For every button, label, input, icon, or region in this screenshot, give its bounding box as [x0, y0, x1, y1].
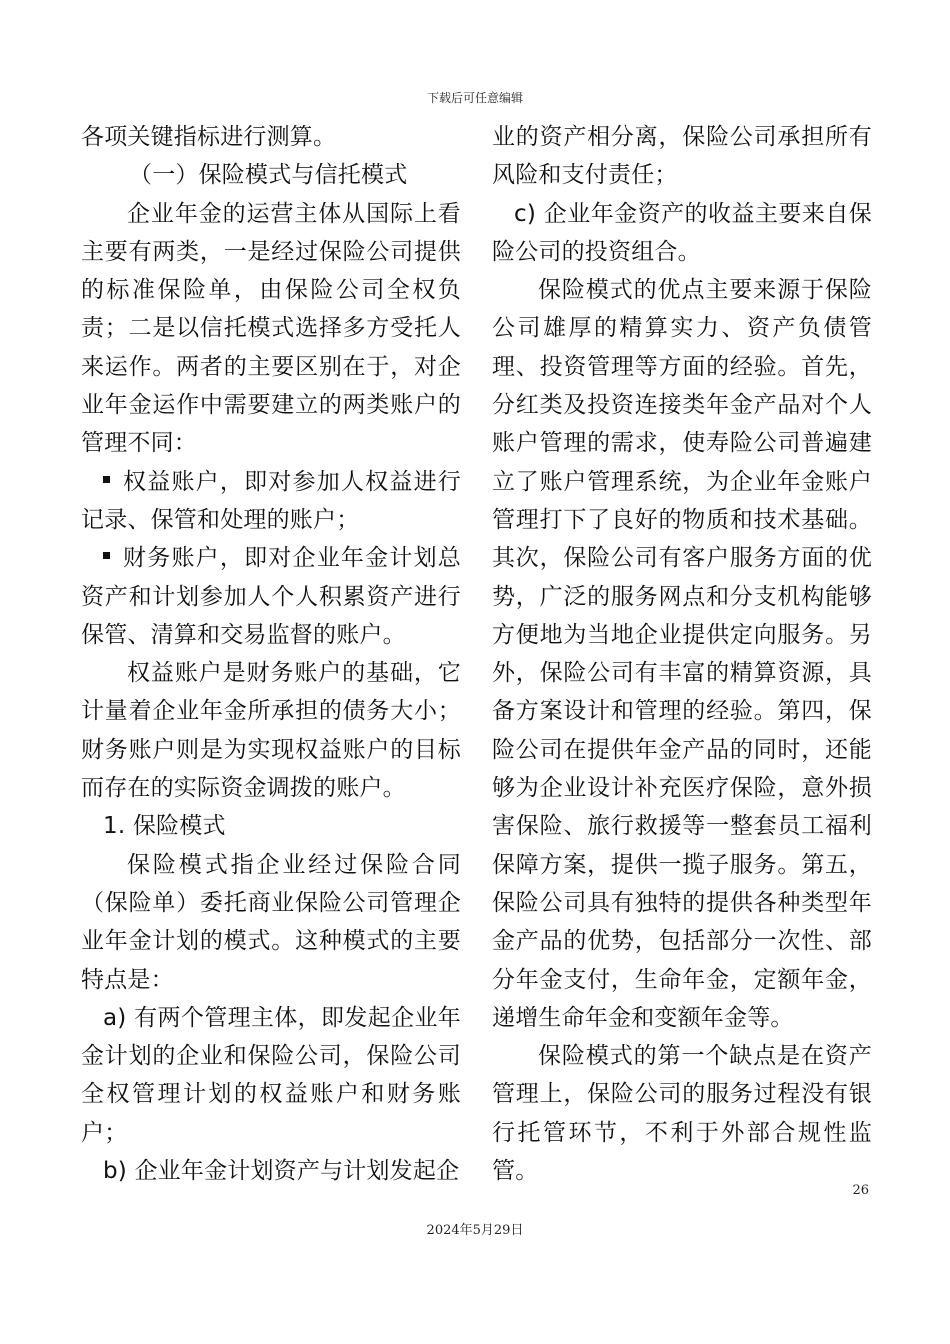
list-item-a: a) 有两个管理主体，即发起企业年金计划的企业和保险公司，保险公司全权管理计划的权益账户和财务账户；: [81, 1004, 461, 1146]
right-column: [492, 118, 872, 1190]
bullet-icon: [103, 552, 110, 559]
bullet-text: 权益账户，即对参加人权益进行记录、保管和处理的账户；: [81, 468, 461, 533]
bullet-text: 财务账户，即对企业年金计划总资产和计划参加人个人积累资产进行保管、清算和交易监督的账户。: [81, 545, 461, 648]
paragraph-account-relation: 权益账户是财务账户的基础，它计量着企业年金所承担的债务大小；财务账户则是为实现权益账户的目标而存在的实际资金调拨的账户。: [81, 660, 461, 802]
bullet-item-financial-account: [81, 539, 461, 654]
bullet-item-rights-account: [81, 463, 461, 540]
footer-date: 2024年5月29日: [426, 1223, 524, 1238]
subsection-heading: 1. 保险模式: [103, 813, 226, 840]
paragraph-disadvantages: 保险模式的第一个缺点是在资产管理上，保险公司的服务过程没有银行托管环节，不利于外部合规性监管。: [492, 1043, 872, 1185]
header-note: 下载后可任意编辑: [426, 91, 523, 105]
page-number: 26: [852, 1183, 869, 1198]
list-item-c: c) 企业年金资产的收益主要来自保险公司的投资组合。: [492, 200, 872, 265]
paragraph-operating-entities: 企业年金的运营主体从国际上看主要有两类，一是经过保险公司提供的标准保险单，由保险公司全权负责；二是以信托模式选择多方受托人来运作。两者的主要区别在于，对企业年金运作中需要建立的两类账户的管理不同：: [81, 200, 461, 457]
paragraph-intro-end: 各项关键指标进行测算。: [81, 124, 337, 150]
section-heading: （一）保险模式与信托模式: [129, 162, 408, 189]
paragraph-advantages: 保险模式的优点主要来源于保险公司雄厚的精算实力、资产负债管理、投资管理等方面的经验。首先，分红类及投资连接类年金产品对个人账户管理的需求，使寿险公司普遍建立了账户管理系统，为企业年金账户管理打下了良好的物质和技术基础。其次，保险公司有客户服务方面的优势，广泛的服务网点和分支机构能够方便地为当地企业提供定向服务。另外，保险公司有丰富的精算资源，具备方案设计和管理的经验。第四，保险公司在提供年金产品的同时，还能够为企业设计补充医疗保险，意外损害保险、旅行救援等一整套员工福利保障方案，提供一揽子服务。第五，保险公司具有独特的提供各种类型年金产品的优势，包括部分一次性、部分年金支付，生命年金，定额年金，递增生命年金和变额年金等。: [492, 277, 872, 1031]
list-item-b-end: 业的资产相分离，保险公司承担所有风险和支付责任；: [492, 124, 872, 189]
bullet-icon: [103, 476, 110, 483]
paragraph-insurance-mode-definition: 保险模式指企业经过保险合同（保险单）委托商业保险公司管理企业年金计划的模式。这种模式的主要特点是：: [81, 851, 461, 993]
left-column: [81, 118, 461, 1190]
list-item-b-start: b) 企业年金计划资产与计划发起企: [103, 1158, 460, 1185]
